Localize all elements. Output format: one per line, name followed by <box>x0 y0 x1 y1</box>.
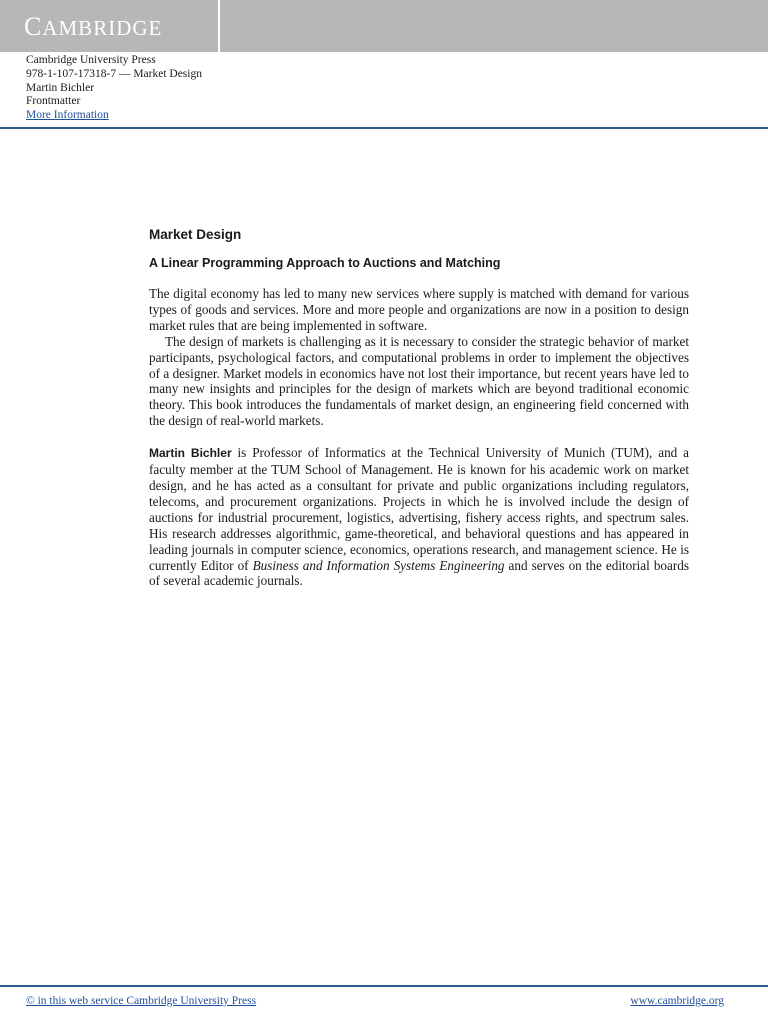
author-line: Martin Bichler <box>26 81 95 94</box>
publisher-line: Cambridge University Press <box>26 54 156 66</box>
bottom-divider <box>0 985 768 987</box>
journal-title: Business and Information Systems Engineering <box>252 557 505 573</box>
bio-text-2: and serves on the editorial boards of several academic journals. <box>149 557 689 589</box>
cambridge-logo[interactable] <box>24 14 162 40</box>
main-content <box>149 226 689 589</box>
logo-rest: AMBRIDGE <box>42 16 163 40</box>
isbn-line: 978-1-107-17318-7 — Market Design <box>26 67 202 80</box>
copyright-link[interactable]: © in this web service Cambridge University Press <box>26 995 257 1007</box>
author-bio <box>149 445 689 589</box>
book-meta <box>26 54 202 123</box>
website-link[interactable]: www.cambridge.org <box>630 995 724 1007</box>
top-divider <box>0 127 768 129</box>
description-paragraph-2: The design of markets is challenging as it is necessary to consider the strategic behavior of market participants, psychological factors, and computational problems in order to implement the objectives of a designer. Market models in economics have not lost their importance, but recent years have led to many new insights and principles for the design of markets which are beyond traditional economic theory. This book introduces the fundamentals of market design, an engineering field concerned with the design of real-world markets. <box>149 333 689 429</box>
header-bar <box>0 0 768 52</box>
author-name: Martin Bichler <box>149 446 232 461</box>
logo-initial: C <box>24 12 43 41</box>
more-information-link[interactable]: More Information <box>26 109 109 122</box>
logo-cell <box>0 0 220 52</box>
book-title: Market Design <box>149 227 242 242</box>
bio-text-1: is Professor of Informatics at the Technical University of Munich (TUM), and a faculty member at the TUM School of Management. He is known for his academic work on market design, and he has acted as a consultant for private and public organizations including regulators, telecoms, and procurement organizations. Projects in which he is involved include the design of auctions for industrial procurement, logistics, advertising, fishery access rights, and spectrum sales. His research addresses algorithmic, game-theoretical, and behavioral questions and has appeared in leading journals in computer science, economics, operations research, and management science. He is currently Editor of <box>149 445 690 573</box>
section-line: Frontmatter <box>26 95 81 108</box>
description-paragraph-1: The digital economy has led to many new services where supply is matched with demand for various types of goods and services. More and more people and organizations are now in a position to design market rules that are being implemented in software. <box>149 286 689 333</box>
book-subtitle: A Linear Programming Approach to Auctions and Matching <box>149 256 501 270</box>
